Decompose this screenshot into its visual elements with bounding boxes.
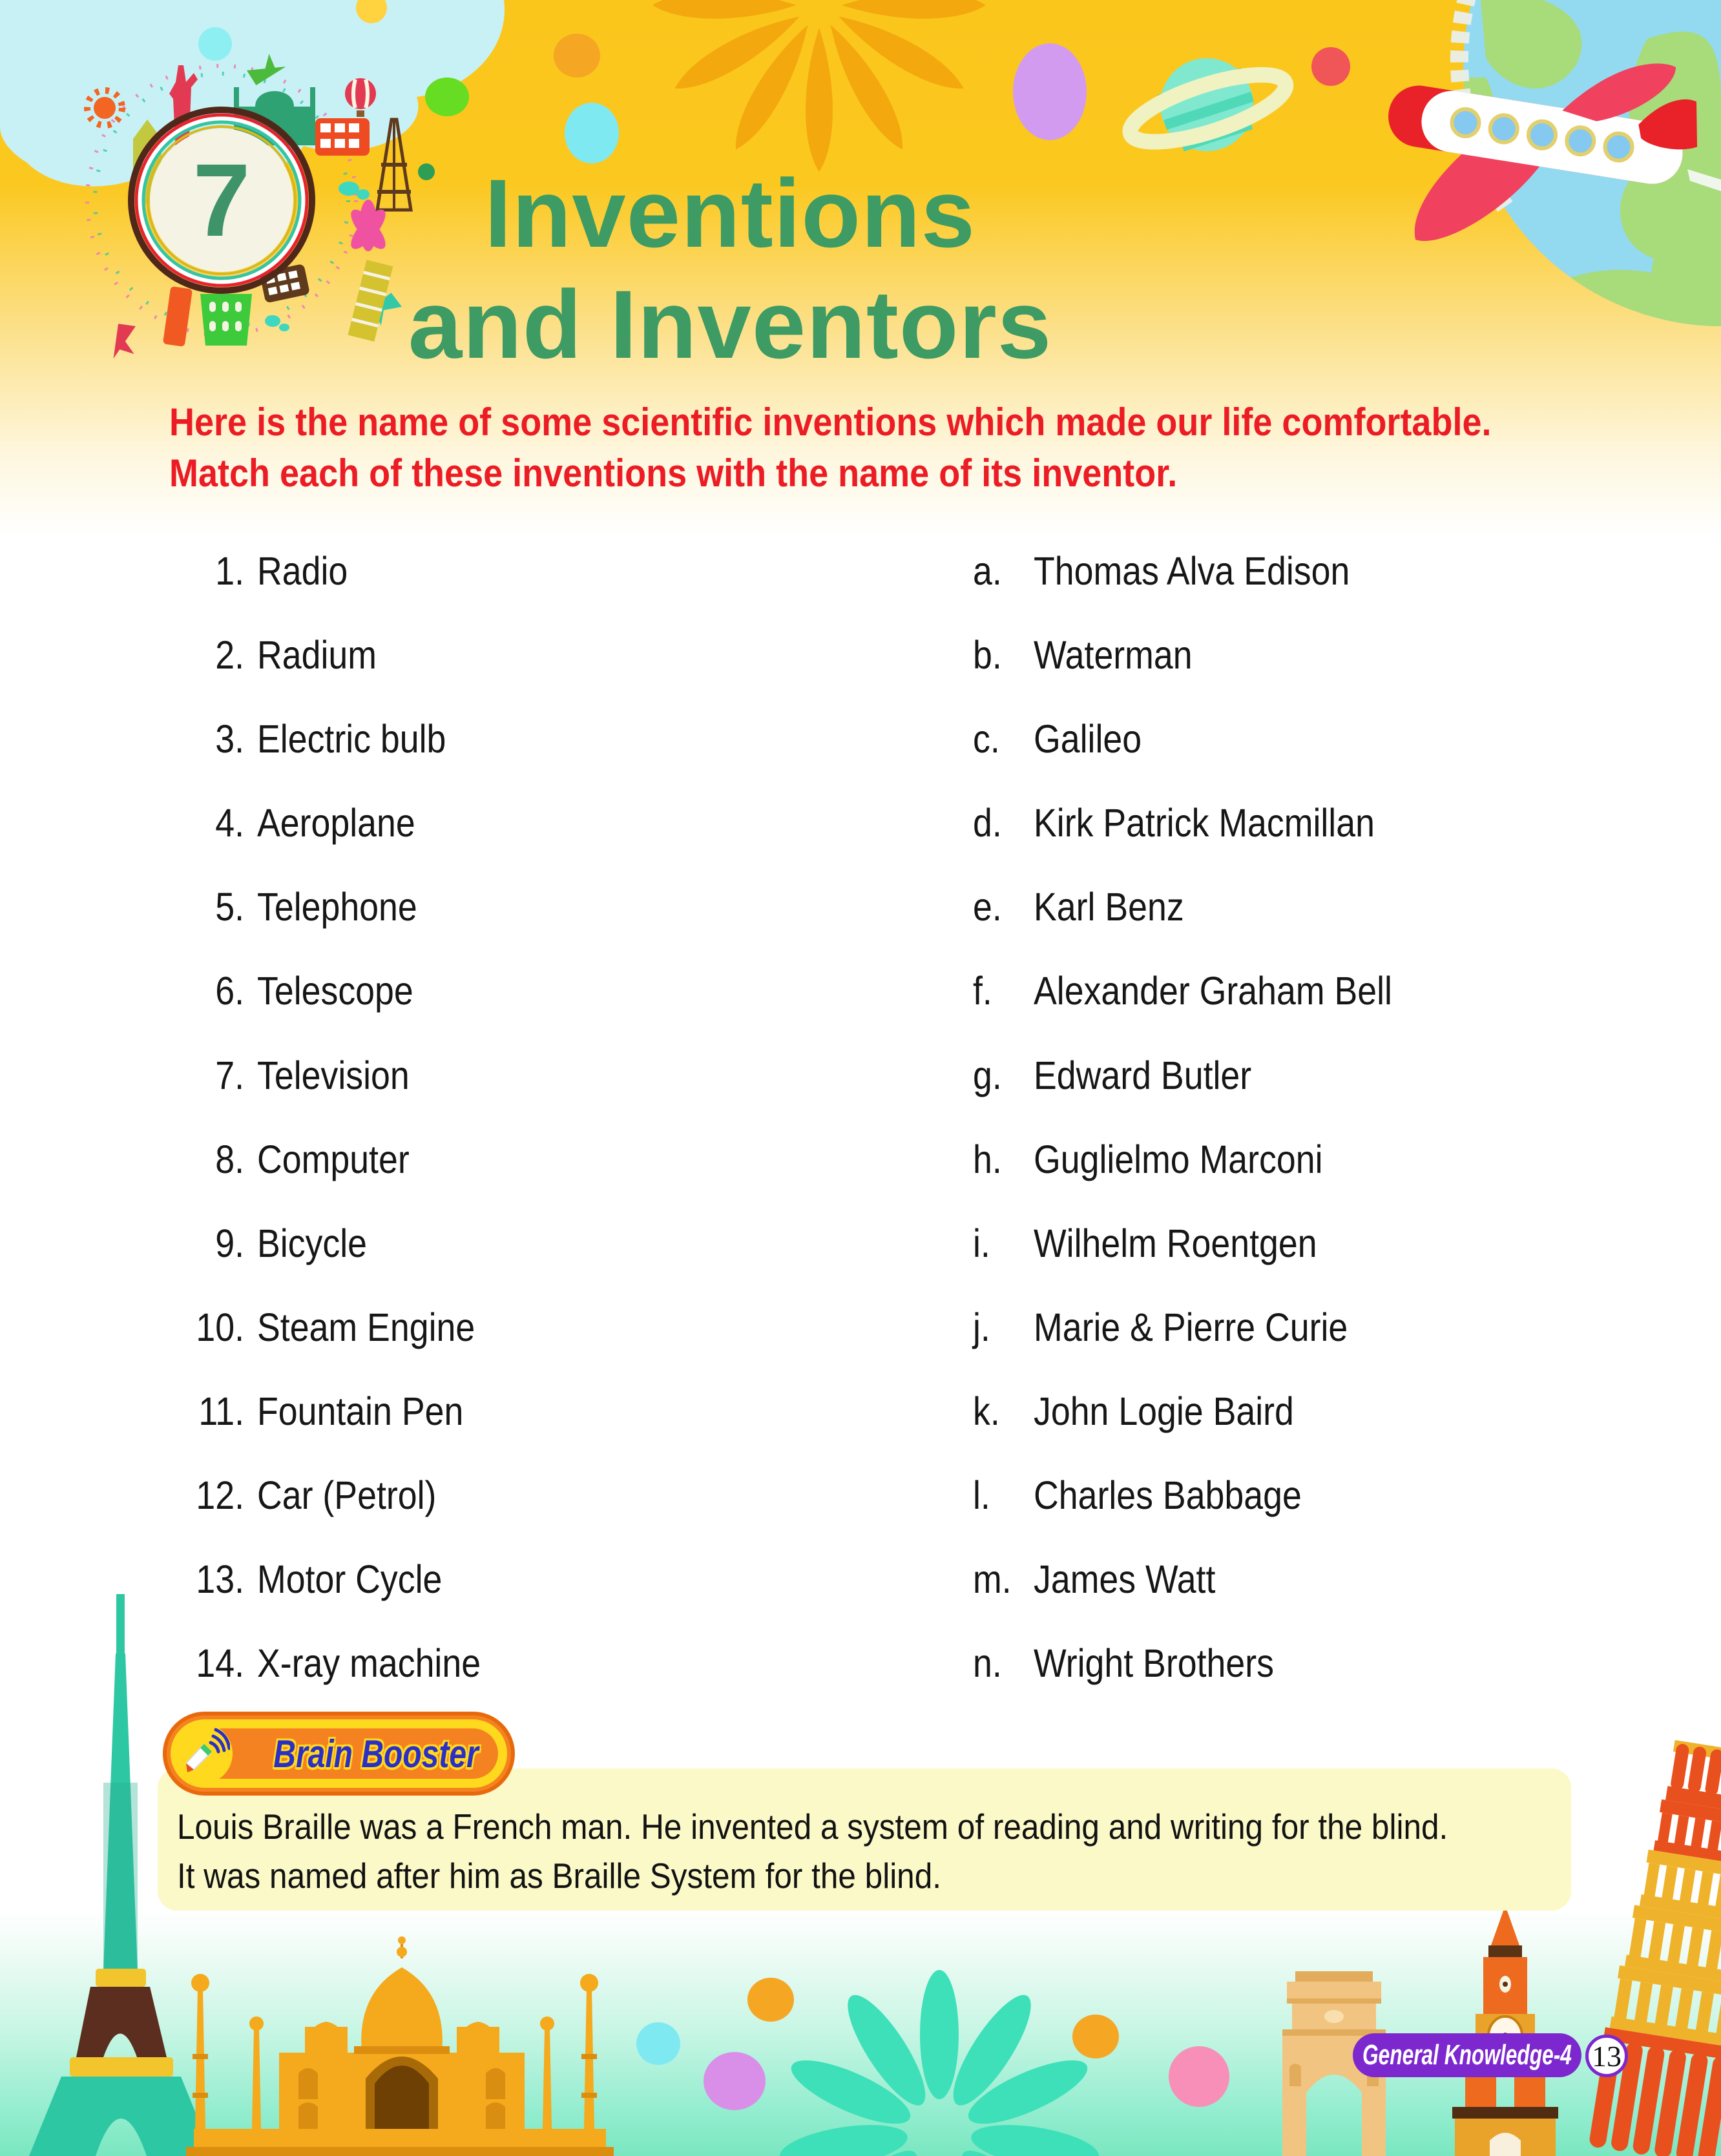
match-row — [0, 865, 1721, 949]
match-row — [0, 1201, 1721, 1285]
dot-green — [425, 78, 469, 116]
inventor-letter: f. — [973, 969, 992, 1013]
inventor-letter: k. — [973, 1389, 1000, 1433]
note-line-1: Louis Braille was a French man. He invented a system of reading and writing for the blind. — [177, 1807, 1448, 1847]
invention-name: Bicycle — [257, 1221, 368, 1265]
invention-number: 13. — [196, 1557, 244, 1602]
match-row — [0, 613, 1721, 697]
inventor-name: Karl Benz — [1034, 885, 1184, 929]
inventor-name: Guglielmo Marconi — [1034, 1137, 1323, 1181]
flower-burst — [652, 0, 986, 172]
invention-number: 10. — [196, 1305, 244, 1349]
double-decker-bus — [315, 118, 370, 156]
invention-name: Telescope — [257, 969, 413, 1013]
dot-orange — [554, 34, 600, 78]
book-title-pill — [1353, 2033, 1581, 2077]
invention-number: 7. — [215, 1053, 244, 1097]
inventor-letter: g. — [973, 1053, 1002, 1097]
matching-exercise — [0, 529, 1721, 1705]
clock-tower — [1452, 1897, 1558, 2156]
chapter-number: 7 — [193, 142, 251, 258]
inventor-name: Charles Babbage — [1034, 1473, 1302, 1518]
invention-number: 9. — [215, 1221, 244, 1265]
invention-number: 6. — [215, 969, 244, 1013]
inventor-letter: a. — [973, 549, 1002, 593]
invention-name: Telephone — [257, 885, 417, 929]
invention-number: 2. — [215, 633, 244, 678]
teal-flower-burst — [777, 1970, 1101, 2156]
dot-pink — [1169, 2046, 1229, 2107]
inventor-letter: n. — [973, 1641, 1002, 1686]
invention-number: 5. — [215, 885, 244, 929]
dot-violet — [704, 2052, 766, 2110]
inventor-name: Kirk Patrick Macmillan — [1034, 801, 1375, 845]
book-title: General Knowledge-4 — [1362, 2039, 1572, 2071]
match-row — [0, 1033, 1721, 1117]
invention-number: 1. — [215, 549, 244, 593]
inventor-letter: d. — [973, 801, 1002, 845]
invention-number: 8. — [215, 1137, 244, 1181]
invention-number: 11. — [198, 1389, 244, 1433]
inventor-letter: i. — [973, 1221, 990, 1265]
note-line-2: It was named after him as Braille System for the blind. — [177, 1856, 942, 1896]
match-row — [0, 949, 1721, 1033]
dot-cyan-2 — [565, 103, 619, 163]
inventor-name: Marie & Pierre Curie — [1034, 1305, 1348, 1349]
dot-cyan — [636, 2022, 680, 2065]
inventor-name: James Watt — [1034, 1557, 1216, 1602]
invention-number: 3. — [215, 717, 244, 762]
invention-name: Radio — [257, 549, 348, 593]
dot-orange — [747, 1978, 794, 2022]
dot-violet — [1013, 43, 1087, 140]
match-row — [0, 1117, 1721, 1201]
inventor-letter: h. — [973, 1137, 1002, 1181]
inventor-letter: b. — [973, 633, 1002, 678]
inventor-name: Wilhelm Roentgen — [1034, 1221, 1317, 1265]
saturn-icon — [1115, 36, 1299, 174]
taj-mahal — [186, 1936, 614, 2156]
inventor-letter: e. — [973, 885, 1002, 929]
dot-red — [1311, 47, 1350, 86]
inventor-name: John Logie Baird — [1034, 1389, 1294, 1433]
chapter-title — [0, 158, 1460, 380]
match-row — [0, 529, 1721, 613]
inventor-letter: m. — [973, 1557, 1012, 1602]
invention-number: 14. — [196, 1641, 244, 1686]
invention-number: 4. — [215, 801, 244, 845]
pisa-tower — [1587, 1736, 1721, 2156]
page-number: 13 — [1592, 2039, 1622, 2073]
intro-line-1: Here is the name of some scientific inventions which made our life comfortable. — [169, 400, 1492, 444]
invention-name: Fountain Pen — [257, 1389, 464, 1433]
match-row — [0, 1285, 1721, 1369]
hot-air-balloon — [345, 78, 376, 117]
intro-line-2: Match each of these inventions with the name of its inventor. — [169, 451, 1178, 495]
paper-plane-green — [244, 50, 289, 87]
inventor-name: Waterman — [1034, 633, 1193, 678]
title-line-1: Inventions — [484, 159, 976, 267]
megaphone-icon — [172, 1723, 233, 1784]
invention-name: Car (Petrol) — [257, 1473, 437, 1518]
brain-booster-text — [177, 1802, 1589, 1900]
inventor-name: Thomas Alva Edison — [1034, 549, 1350, 593]
invention-number: 12. — [196, 1473, 244, 1518]
match-row — [0, 697, 1721, 781]
inventor-name: Galileo — [1034, 717, 1142, 762]
inventor-letter: j. — [973, 1305, 990, 1349]
title-line-2: and Inventors — [408, 270, 1052, 378]
inventor-name: Wright Brothers — [1034, 1641, 1274, 1686]
inventor-name: Edward Butler — [1034, 1053, 1252, 1097]
dot-orange-2 — [1072, 2015, 1119, 2058]
invention-name: Electric bulb — [257, 717, 446, 762]
match-row — [0, 1369, 1721, 1453]
invention-name: Computer — [257, 1137, 410, 1181]
invention-name: Aeroplane — [257, 801, 415, 845]
invention-name: Motor Cycle — [257, 1557, 443, 1602]
invention-name: Radium — [257, 633, 377, 678]
match-row — [0, 1453, 1721, 1537]
page-number-badge — [1585, 2035, 1628, 2077]
match-row — [0, 781, 1721, 865]
inventor-letter: l. — [973, 1473, 990, 1518]
sun-icon — [87, 90, 122, 125]
invention-name: Television — [257, 1053, 410, 1097]
invention-name: X-ray machine — [257, 1641, 481, 1686]
intro-text — [169, 397, 1638, 499]
invention-name: Steam Engine — [257, 1305, 475, 1349]
inventor-letter: c. — [973, 717, 1000, 762]
inventor-name: Alexander Graham Bell — [1034, 969, 1392, 1013]
brain-booster-badge — [163, 1712, 515, 1796]
brain-booster-label: Brain Booster — [273, 1732, 479, 1776]
